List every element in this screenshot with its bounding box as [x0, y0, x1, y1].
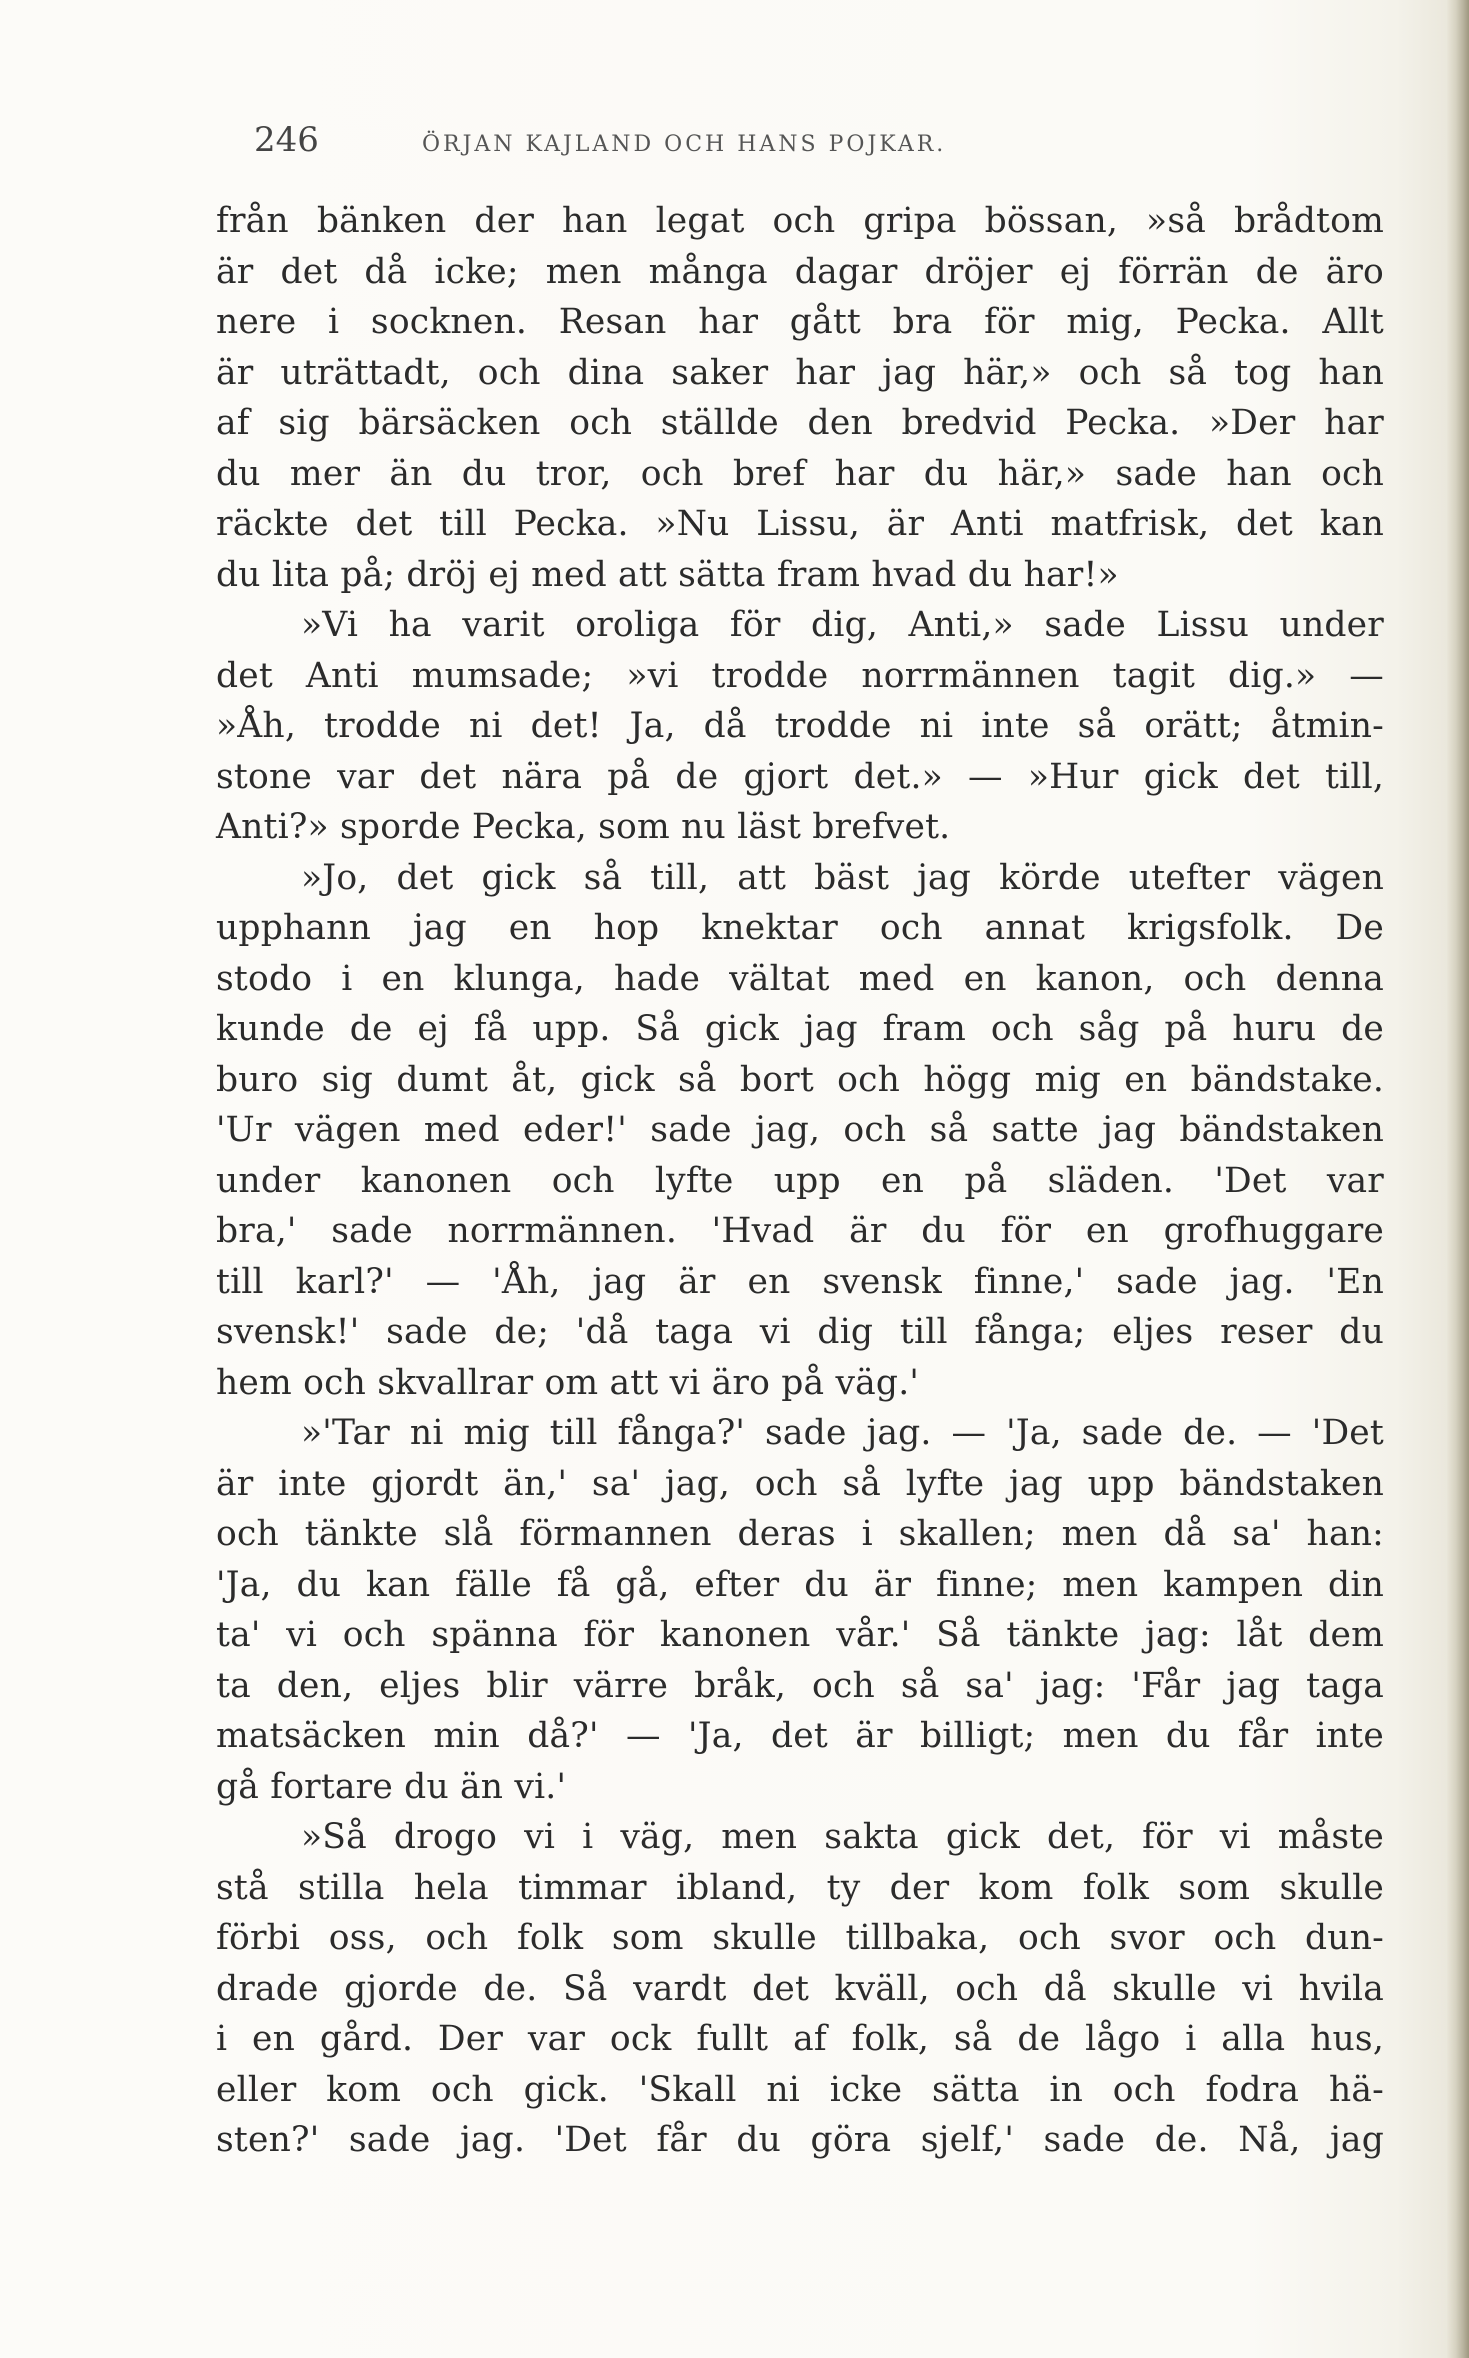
text-line: drade gjorde de. Så vardt det kväll, och då skulle vi hvila: [216, 1968, 1384, 2009]
page-edge: [1447, 0, 1469, 2358]
body-text: [216, 196, 1384, 2166]
text-line: räckte det till Pecka. »Nu Lissu, är Anti matfrisk, det kan: [216, 504, 1384, 544]
text-line: du mer än du tror, och bref har du här,» sade han och: [216, 453, 1384, 494]
text-line: under kanonen och lyfte upp en på släden. 'Det var: [216, 1160, 1384, 1201]
text-line: ta' vi och spänna för kanonen vår.' Så tänkte jag: låt dem: [216, 1615, 1384, 1655]
text-line: stodo i en klunga, hade vältat med en kanon, och denna: [216, 958, 1384, 999]
text-line: och tänkte slå förmannen deras i skallen; men då sa' han:: [216, 1514, 1384, 1554]
text-line: eller kom och gick. 'Skall ni icke sätta in och fodra hä-: [216, 2069, 1384, 2110]
page-number: 246: [254, 120, 319, 160]
text-line: Anti?» sporde Pecka, som nu läst brefvet.: [216, 807, 951, 847]
text-line: du lita på; dröj ej med att sätta fram hvad du har!»: [216, 554, 1119, 595]
text-line: förbi oss, och folk som skulle tillbaka, och svor och dun-: [216, 1918, 1384, 1958]
text-line: det Anti mumsade; »vi trodde norrmännen tagit dig.» —: [216, 655, 1384, 696]
text-line: af sig bärsäcken och ställde den bredvid Pecka. »Der har: [216, 403, 1384, 443]
text-line: är inte gjordt än,' sa' jag, och så lyfte jag upp bändstaken: [216, 1463, 1384, 1504]
text-line: är det då icke; men många dagar dröjer ej förrän de äro: [216, 251, 1384, 292]
text-line: ta den, eljes blir värre bråk, och så sa' jag: 'Får jag taga: [216, 1665, 1384, 1706]
text-line: gå fortare du än vi.': [216, 1766, 567, 1807]
running-head: ÖRJAN KAJLAND OCH HANS POJKAR.: [422, 132, 947, 157]
text-line: »Åh, trodde ni det! Ja, då trodde ni inte så orätt; åtmin-: [216, 706, 1384, 746]
text-line: matsäcken min då?' — 'Ja, det är billigt; men du får inte: [216, 1716, 1384, 1756]
text-line: stone var det nära på de gjort det.» — »Hur gick det till,: [216, 756, 1384, 797]
text-line: upphann jag en hop knektar och annat krigsfolk. De: [216, 908, 1384, 948]
text-line: kunde de ej få upp. Så gick jag fram och såg på huru de: [216, 1009, 1384, 1049]
text-line: »Jo, det gick så till, att bäst jag körde utefter vägen: [301, 857, 1384, 898]
text-line: är uträttadt, och dina saker har jag här,» och så tog han: [216, 352, 1384, 393]
text-line: 'Ja, du kan fälle få gå, efter du är finne; men kampen din: [216, 1564, 1384, 1605]
text-line: nere i socknen. Resan har gått bra för mig, Pecka. Allt: [216, 302, 1384, 342]
text-line: stå stilla hela timmar ibland, ty der kom folk som skulle: [216, 1867, 1384, 1908]
text-line: hem och skvallrar om att vi äro på väg.': [216, 1362, 920, 1403]
text-line: »'Tar ni mig till fånga?' sade jag. — 'Ja, sade de. — 'Det: [301, 1413, 1384, 1453]
text-line: sten?' sade jag. 'Det får du göra sjelf,' sade de. Nå, jag: [216, 2120, 1384, 2160]
text-line: i en gård. Der var ock fullt af folk, så de lågo i alla hus,: [216, 2019, 1384, 2059]
text-line: »Vi ha varit oroliga för dig, Anti,» sade Lissu under: [301, 605, 1384, 645]
page-header: [254, 120, 1154, 170]
text-line: från bänken der han legat och gripa bössan, »så brådtom: [216, 201, 1384, 241]
text-line: bra,' sade norrmännen. 'Hvad är du för en grofhuggare: [216, 1211, 1384, 1251]
text-line: »Så drogo vi i väg, men sakta gick det, för vi måste: [301, 1817, 1384, 1857]
text-line: till karl?' — 'Åh, jag är en svensk finne,' sade jag. 'En: [216, 1261, 1384, 1302]
text-line: svensk!' sade de; 'då taga vi dig till fånga; eljes reser du: [216, 1312, 1384, 1352]
text-line: 'Ur vägen med eder!' sade jag, och så satte jag bändstaken: [216, 1110, 1384, 1150]
text-line: buro sig dumt åt, gick så bort och högg mig en bändstake.: [216, 1059, 1384, 1100]
